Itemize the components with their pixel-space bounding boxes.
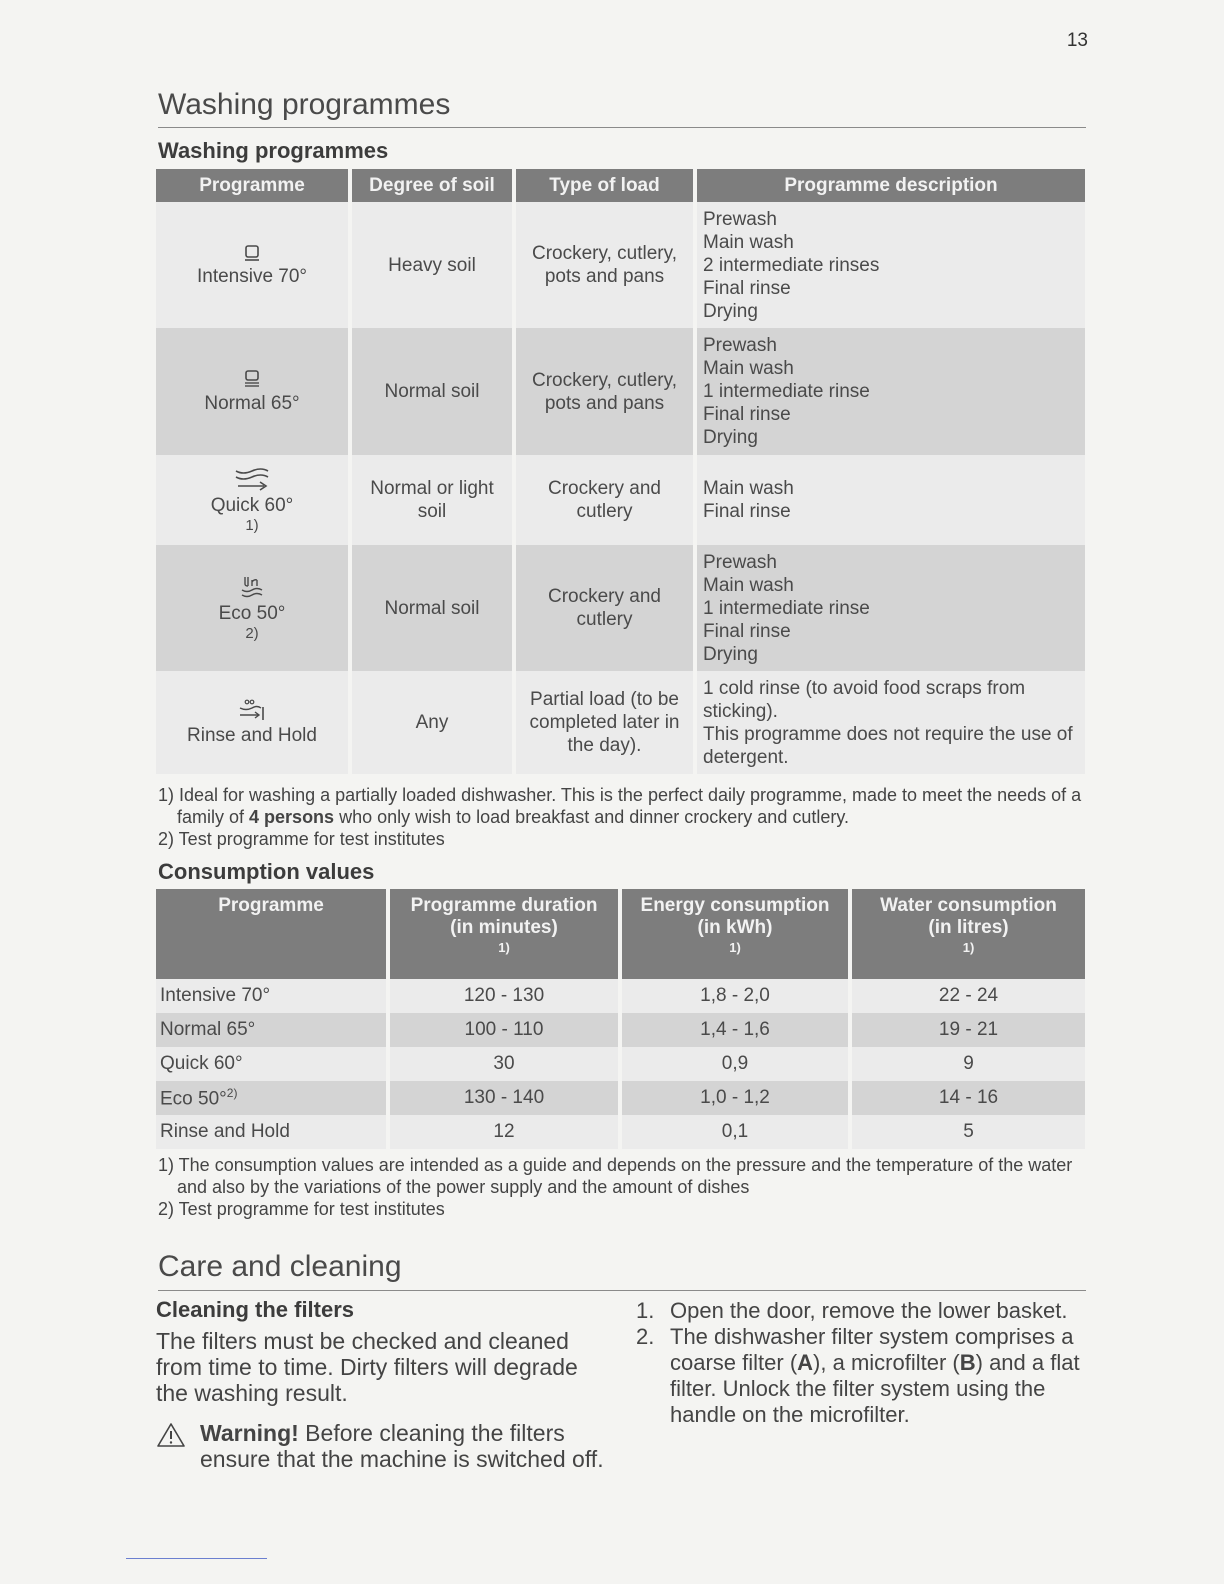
water-cell: 5 bbox=[850, 1115, 1085, 1149]
programme-name: Eco 50° bbox=[160, 1088, 227, 1110]
footnote-marker: 1) bbox=[962, 940, 975, 955]
column-header: Programme bbox=[156, 169, 350, 202]
description-line: 2 intermediate rinses bbox=[703, 254, 880, 276]
description-line: Main wash bbox=[703, 478, 794, 499]
footnote-1: 1) The consumption values are intended as a guide and depends on the pressure and the temperature of the water and also by the variations of the power supply and the amount of dishes bbox=[158, 1155, 1073, 1197]
warning-label: Warning! bbox=[200, 1420, 299, 1446]
programme-cell bbox=[156, 328, 350, 455]
programme-name: Quick 60° bbox=[210, 494, 294, 516]
footnote-1 bbox=[158, 784, 1090, 828]
step-text-part: ) and a flat filter. Unlock the filter system using the handle on the microfilter. bbox=[670, 1350, 1080, 1427]
column-header-unit: (in litres) bbox=[928, 917, 1009, 938]
description-cell bbox=[695, 202, 1085, 328]
programme-cell bbox=[156, 1081, 388, 1115]
description-line: 1 cold rinse (to avoid food scraps from sticking). bbox=[703, 677, 1026, 722]
description-line: Final rinse bbox=[703, 501, 791, 522]
step-number: 2. bbox=[636, 1324, 655, 1349]
programme-cell: Normal 65° bbox=[156, 1013, 388, 1047]
step-2 bbox=[636, 1324, 1086, 1428]
energy-cell: 1,0 - 1,2 bbox=[620, 1081, 850, 1115]
column-header-unit: (in minutes) bbox=[450, 917, 558, 938]
programme-cell: Rinse and Hold bbox=[156, 1115, 388, 1149]
column-header: Programme description bbox=[695, 169, 1085, 202]
warning-text bbox=[156, 1420, 616, 1472]
table-row bbox=[156, 979, 1085, 1013]
column-header-label: Programme duration bbox=[410, 895, 598, 916]
description-cell bbox=[695, 328, 1085, 455]
consumption-footnotes bbox=[158, 1154, 1090, 1220]
soil-cell: Heavy soil bbox=[350, 202, 514, 328]
soil-cell: Normal soil bbox=[350, 545, 514, 671]
description-line: 1 intermediate rinse bbox=[703, 597, 870, 619]
footnote-marker: 2) bbox=[245, 624, 259, 642]
intensive-icon bbox=[244, 243, 260, 263]
programme-cell bbox=[156, 455, 350, 545]
energy-cell: 0,9 bbox=[620, 1047, 850, 1081]
footer-link-line bbox=[126, 1558, 267, 1559]
column-header: Degree of soil bbox=[350, 169, 514, 202]
programme-name: Intensive 70° bbox=[196, 265, 308, 287]
footnote-marker: 1) bbox=[245, 516, 259, 534]
section-divider bbox=[158, 127, 1086, 128]
footnote-text: 1) Ideal for washing a partially loaded dishwasher. This is the perfect daily programme, made to meet the needs of a family of bbox=[158, 785, 1082, 827]
description-cell bbox=[695, 455, 1085, 545]
water-cell: 19 - 21 bbox=[850, 1013, 1085, 1047]
footnote-2: 2) Test programme for test institutes bbox=[158, 829, 445, 849]
table-header-row bbox=[156, 169, 1085, 202]
rinse-hold-icon bbox=[237, 698, 267, 722]
programme-cell bbox=[156, 671, 350, 774]
programme-name: Rinse and Hold bbox=[187, 725, 317, 746]
table-row bbox=[156, 328, 1085, 455]
step-text-part: ), a microfilter ( bbox=[813, 1350, 960, 1375]
column-header bbox=[388, 889, 620, 979]
load-cell: Crockery and cutlery bbox=[514, 455, 695, 545]
step-1 bbox=[636, 1298, 1086, 1324]
table-row bbox=[156, 1115, 1085, 1149]
programme-cell: Quick 60° bbox=[156, 1047, 388, 1081]
description-line: Prewash bbox=[703, 551, 777, 573]
table-row bbox=[156, 1047, 1085, 1081]
footnote-text: who only wish to load breakfast and dinner crockery and cutlery. bbox=[334, 807, 850, 827]
energy-cell: 1,4 - 1,6 bbox=[620, 1013, 850, 1047]
soil-cell: Normal soil bbox=[350, 328, 514, 455]
quick-icon bbox=[234, 466, 270, 492]
filter-label-b: B bbox=[959, 1350, 976, 1375]
section-divider bbox=[158, 1290, 1086, 1291]
energy-cell: 1,8 - 2,0 bbox=[620, 979, 850, 1013]
description-line: This programme does not require the use of detergent. bbox=[703, 723, 1073, 768]
description-line: Main wash bbox=[703, 574, 794, 596]
description-line: Drying bbox=[703, 300, 758, 322]
table-row bbox=[156, 1013, 1085, 1047]
step-text-part: The dishwasher filter system comprises a coarse filter ( bbox=[670, 1324, 1074, 1375]
programme-name: Normal 65° bbox=[204, 393, 300, 414]
warning-block bbox=[156, 1420, 616, 1472]
programme-cell: Intensive 70° bbox=[156, 979, 388, 1013]
column-header bbox=[620, 889, 850, 979]
water-cell: 9 bbox=[850, 1047, 1085, 1081]
description-line: Final rinse bbox=[703, 277, 791, 299]
duration-cell: 130 - 140 bbox=[388, 1081, 620, 1115]
energy-cell: 0,1 bbox=[620, 1115, 850, 1149]
table-row bbox=[156, 671, 1085, 774]
programme-cell bbox=[156, 202, 350, 328]
description-line: Drying bbox=[703, 643, 758, 665]
footnote-marker: 2) bbox=[226, 1085, 238, 1100]
normal-icon bbox=[244, 368, 260, 390]
table-row bbox=[156, 202, 1085, 328]
eco-icon bbox=[239, 574, 265, 600]
table-row bbox=[156, 1081, 1085, 1115]
description-line: Main wash bbox=[703, 231, 794, 253]
column-header bbox=[850, 889, 1085, 979]
footnote-marker: 1) bbox=[498, 940, 510, 955]
cleaning-intro-text: The filters must be checked and cleaned from time to time. Dirty filters will degrade the washing result. bbox=[156, 1328, 578, 1406]
water-cell: 14 - 16 bbox=[850, 1081, 1085, 1115]
step-text: Open the door, remove the lower basket. bbox=[670, 1298, 1068, 1323]
section-title-care: Care and cleaning bbox=[158, 1250, 402, 1283]
table-title-washing: Washing programmes bbox=[158, 138, 389, 163]
filter-label-a: A bbox=[797, 1350, 814, 1375]
description-cell bbox=[695, 671, 1085, 774]
soil-cell: Any bbox=[350, 671, 514, 774]
page-number: 13 bbox=[1066, 30, 1088, 51]
description-line: Prewash bbox=[703, 335, 777, 356]
washing-programmes-table bbox=[156, 169, 1085, 774]
column-header: Type of load bbox=[514, 169, 695, 202]
table-title-consumption: Consumption values bbox=[158, 859, 375, 884]
load-cell: Partial load (to be completed later in the day). bbox=[514, 671, 695, 774]
soil-cell: Normal or light soil bbox=[350, 455, 514, 545]
water-cell: 22 - 24 bbox=[850, 979, 1085, 1013]
column-header-unit: (in kWh) bbox=[697, 917, 773, 938]
column-header-label: Water consumption bbox=[880, 895, 1057, 916]
warning-body: Before cleaning the filters ensure that the machine is switched off. bbox=[200, 1420, 604, 1472]
programme-cell bbox=[156, 545, 350, 671]
duration-cell: 100 - 110 bbox=[388, 1013, 620, 1047]
footnote-2: 2) Test programme for test institutes bbox=[158, 1199, 445, 1219]
table-header-row bbox=[156, 889, 1085, 979]
description-line: Drying bbox=[703, 427, 758, 448]
step-number: 1. bbox=[636, 1298, 655, 1323]
load-cell: Crockery and cutlery bbox=[514, 545, 695, 671]
section-title-washing: Washing programmes bbox=[158, 88, 451, 121]
consumption-values-table bbox=[156, 889, 1085, 1149]
duration-cell: 30 bbox=[388, 1047, 620, 1081]
duration-cell: 120 - 130 bbox=[388, 979, 620, 1013]
description-line: 1 intermediate rinse bbox=[703, 381, 870, 402]
column-header-label: Programme bbox=[218, 895, 324, 916]
step-text bbox=[636, 1324, 1086, 1428]
load-cell: Crockery, cutlery, pots and pans bbox=[514, 202, 695, 328]
load-cell: Crockery, cutlery, pots and pans bbox=[514, 328, 695, 455]
description-cell bbox=[695, 545, 1085, 671]
footnote-bold: 4 persons bbox=[249, 807, 335, 827]
description-line: Final rinse bbox=[703, 404, 791, 425]
description-line: Main wash bbox=[703, 358, 794, 379]
table-row bbox=[156, 545, 1085, 671]
duration-cell: 12 bbox=[388, 1115, 620, 1149]
washing-footnotes bbox=[158, 784, 1090, 850]
footnote-marker: 1) bbox=[729, 940, 741, 955]
column-header-label: Energy consumption bbox=[640, 895, 830, 916]
column-header bbox=[156, 889, 388, 979]
description-line: Prewash bbox=[703, 208, 777, 230]
programme-name: Eco 50° bbox=[218, 602, 286, 624]
subtitle-cleaning-filters: Cleaning the filters bbox=[156, 1297, 355, 1322]
warning-icon bbox=[156, 1422, 186, 1448]
table-row bbox=[156, 455, 1085, 545]
description-line: Final rinse bbox=[703, 620, 791, 642]
